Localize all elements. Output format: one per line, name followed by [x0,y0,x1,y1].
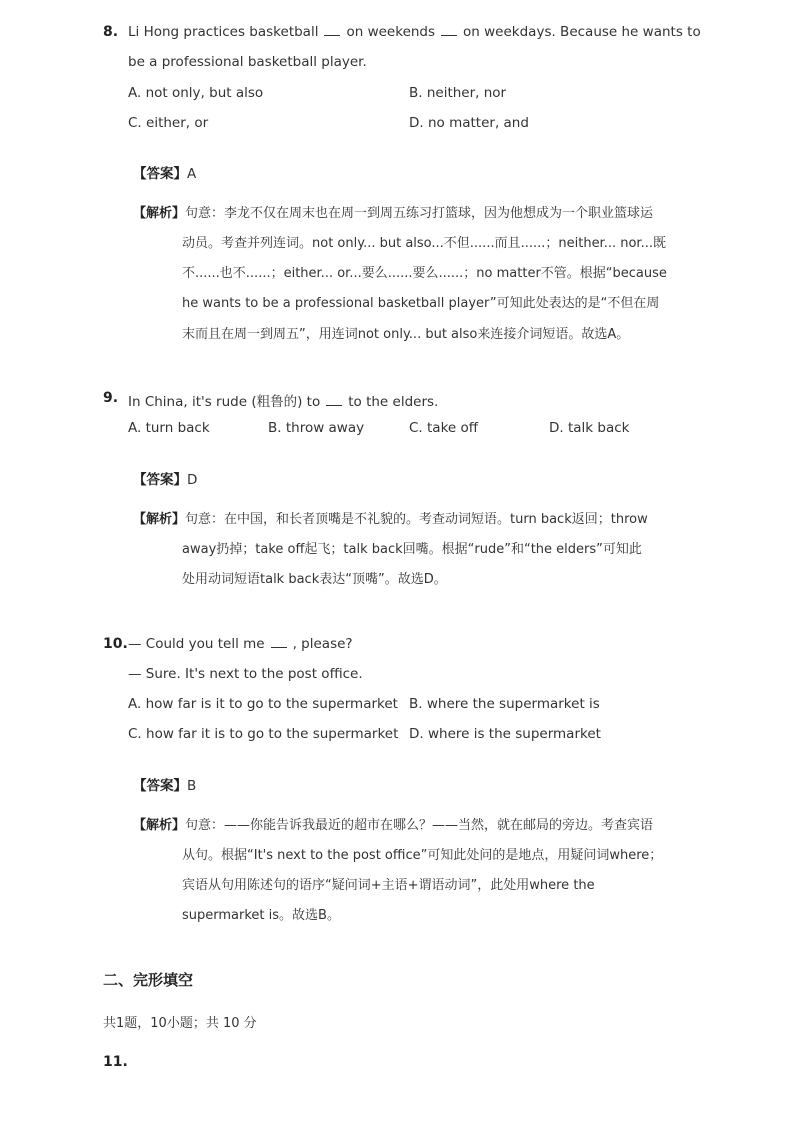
q10-option-d: D. where is the supermarket [409,726,601,742]
q8-option-d: D. no matter, and [409,115,529,131]
q8-option-a: A. not only, but also [128,85,264,101]
q8-explanation-line3: 不......也不......；either... or...要么......要么......；no matter不管。根据“because [182,266,667,281]
explanation-text: 句意：在中国，和长者顶嘴是不礼貌的。考查动词短语。turn back返回；throw [185,512,648,527]
question-8-stem-line2: be a professional basketball player. [128,54,367,70]
blank-1 [271,637,287,648]
explanation-text: 句意：——你能告诉我最近的超市在哪么？——当然，就在邮局的旁边。考查宾语 [185,818,654,833]
blank-1 [326,395,342,406]
question-10-number: 10. [103,636,128,652]
answer-tag: 【答案】 [133,472,187,488]
q9-stem-part-a: In China, it's rude (粗鲁的) to [128,394,321,410]
question-9-stem [128,390,438,410]
section-meta: 共1题，10小题；共 10 分 [103,1016,257,1031]
q8-option-c: C. either, or [128,115,209,131]
answer-tag: 【答案】 [133,778,187,794]
blank-1 [324,25,340,36]
q8-stem-part-c: on weekdays. Because he wants to [463,24,701,40]
q9-option-d: D. talk back [549,420,630,436]
question-10-stem-line2: — Sure. It's next to the post office. [128,666,363,682]
q9-option-c: C. take off [409,420,479,436]
q8-stem-part-a: Li Hong practices basketball [128,24,319,40]
q10-answer [133,774,196,794]
question-8-stem-line1 [128,24,701,40]
explanation-tag: 【解析】 [133,206,186,221]
question-9-number: 9. [103,390,119,406]
q8-explanation-line5: 末而且在周一到周五”，用连词not only... but also来连接介词短语。故选A。 [182,327,630,342]
q10-explanation-line4: supermarket is。故选B。 [182,908,340,923]
q8-option-b: B. neither, nor [409,85,507,101]
q10-explanation-line2: 从句。根据“It's next to the post office”可知此处问的是地点，用疑问词where； [182,848,663,863]
q10-stem-part-a: — Could you tell me [128,636,265,652]
answer-value: D [187,472,198,488]
explanation-tag: 【解析】 [133,512,186,527]
q8-explanation-line1 [133,202,653,221]
q9-stem-part-b: to the elders. [348,394,439,410]
q9-explanation-line3: 处用动词短语talk back表达“顶嘴”。故选D。 [182,572,447,587]
section-title: 二、完形填空 [103,971,194,989]
answer-tag: 【答案】 [133,166,187,182]
q8-explanation-line4: he wants to be a professional basketball player”可知此处表达的是“不但在周 [182,296,660,311]
q8-stem-part-b: on weekends [346,24,436,40]
answer-value: B [187,778,197,794]
blank-2 [441,25,457,36]
question-11-number: 11. [103,1054,128,1070]
q10-explanation-line3: 宾语从句用陈述句的语序“疑问词+主语+谓语动词”，此处用where the [182,878,595,893]
q9-explanation-line1 [133,508,648,527]
q10-option-a: A. how far is it to go to the supermarket [128,696,398,712]
q9-option-a: A. turn back [128,420,210,436]
q9-explanation-line2: away扔掉；take off起飞；talk back回嘴。根据“rude”和“the elders”可知此 [182,542,642,557]
explanation-text: 句意：李龙不仅在周末也在周一到周五练习打篮球，因为他想成为一个职业篮球运 [185,206,654,221]
q9-answer [133,468,197,488]
q10-option-b: B. where the supermarket is [409,696,600,712]
question-10-stem-line1 [128,636,353,652]
answer-value: A [187,166,197,182]
q10-option-c: C. how far it is to go to the supermarket [128,726,399,742]
q10-stem-part-b: , please? [292,636,353,652]
q8-explanation-line2: 动员。考查并列连词。not only... but also...不但......而且......；neither... nor...既 [182,236,666,251]
explanation-tag: 【解析】 [133,818,186,833]
q8-answer [133,162,196,182]
question-8-number: 8. [103,24,119,40]
q9-option-b: B. throw away [268,420,365,436]
q10-explanation-line1 [133,814,653,833]
